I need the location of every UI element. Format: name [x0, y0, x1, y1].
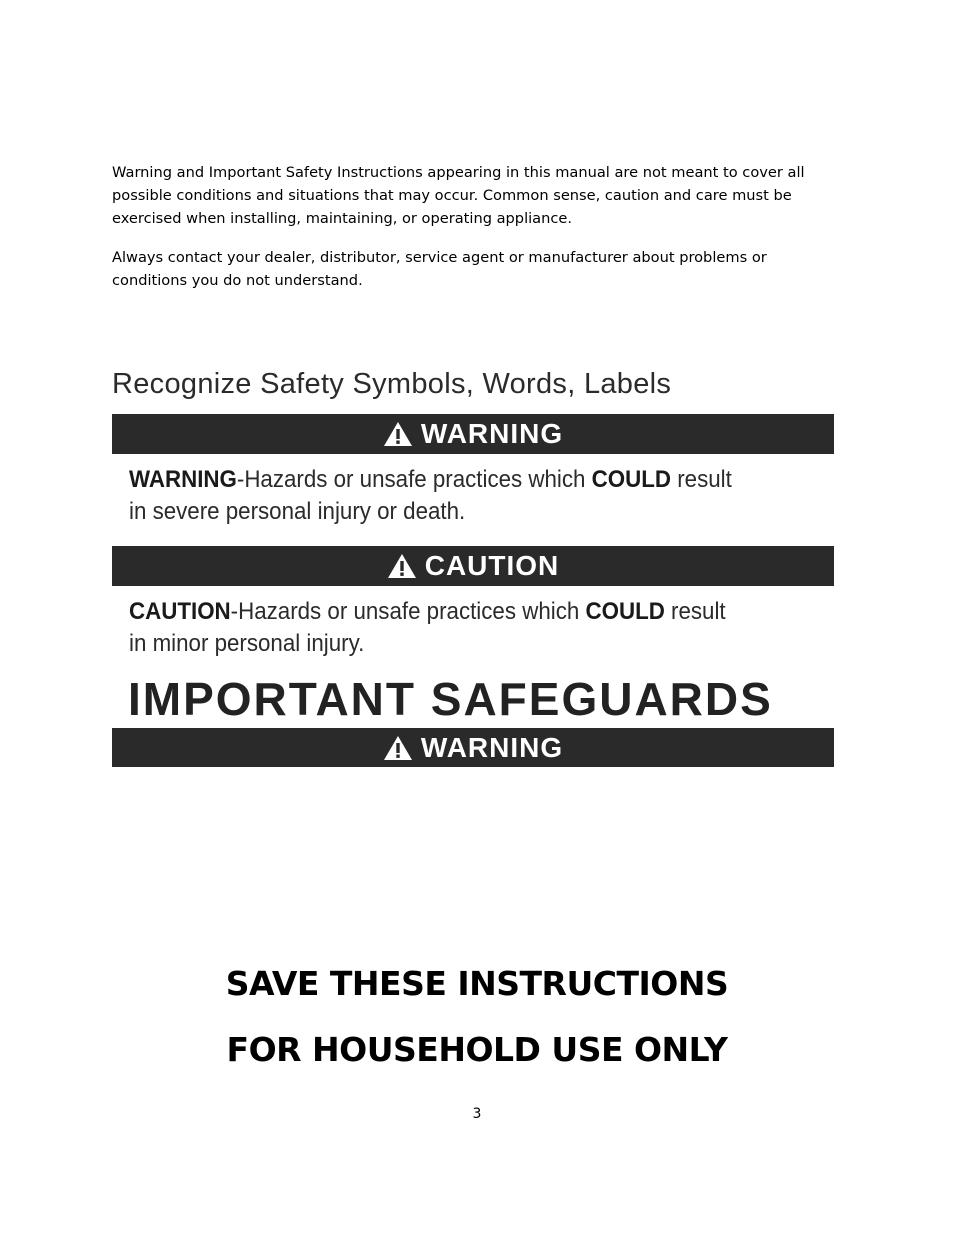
household-use-title: FOR HOUSEHOLD USE ONLY [226, 1030, 728, 1069]
warning-text-a: -Hazards or unsafe practices which [236, 466, 592, 493]
caution-term: CAUTION [129, 598, 231, 625]
intro-paragraph-2 [112, 246, 842, 292]
save-instructions-title: SAVE THESE INSTRUCTIONS [225, 964, 729, 1003]
warning-text-b: result [671, 466, 732, 493]
warning-definition [129, 464, 732, 528]
caution-text-b: result [664, 598, 726, 625]
caution-definition-line-1 [129, 596, 726, 628]
safety-symbols-title: Recognize Safety Symbols, Words, Labels [112, 368, 672, 400]
safeguards-warning-banner [112, 728, 834, 767]
caution-banner-label: CAUTION [424, 550, 560, 581]
warning-triangle-icon [383, 735, 413, 761]
caution-emphasis: COULD [585, 598, 665, 625]
intro-line: conditions you do not understand. [112, 272, 363, 289]
warning-triangle-icon [383, 421, 413, 447]
intro-line: possible conditions and situations that may occur. Common sense, caution and care must be [112, 187, 792, 204]
intro-paragraph-1 [112, 161, 842, 230]
important-safeguards-heading: IMPORTANT SAFEGUARDS [128, 673, 773, 725]
warning-definition-line-1 [129, 464, 732, 496]
intro-line: Warning and Important Safety Instructions appearing in this manual are not meant to cover all [112, 164, 805, 181]
warning-banner-label: WARNING [420, 418, 564, 449]
page-number: 3 [472, 1106, 482, 1122]
intro-line: exercised when installing, maintaining, or operating appliance. [112, 210, 573, 227]
warning-definition-line-2: in severe personal injury or death. [129, 498, 466, 525]
caution-definition [129, 596, 726, 660]
caution-definition-line-2: in minor personal injury. [129, 630, 365, 657]
warning-banner [112, 414, 834, 454]
warning-triangle-icon [387, 553, 417, 579]
intro-line: Always contact your dealer, distributor, service agent or manufacturer about problems or [112, 249, 767, 266]
safeguards-warning-label: WARNING [420, 731, 564, 763]
caution-text-a: -Hazards or unsafe practices which [230, 598, 586, 625]
warning-term: WARNING [129, 466, 237, 493]
warning-emphasis: COULD [591, 466, 672, 493]
caution-banner [112, 546, 834, 586]
